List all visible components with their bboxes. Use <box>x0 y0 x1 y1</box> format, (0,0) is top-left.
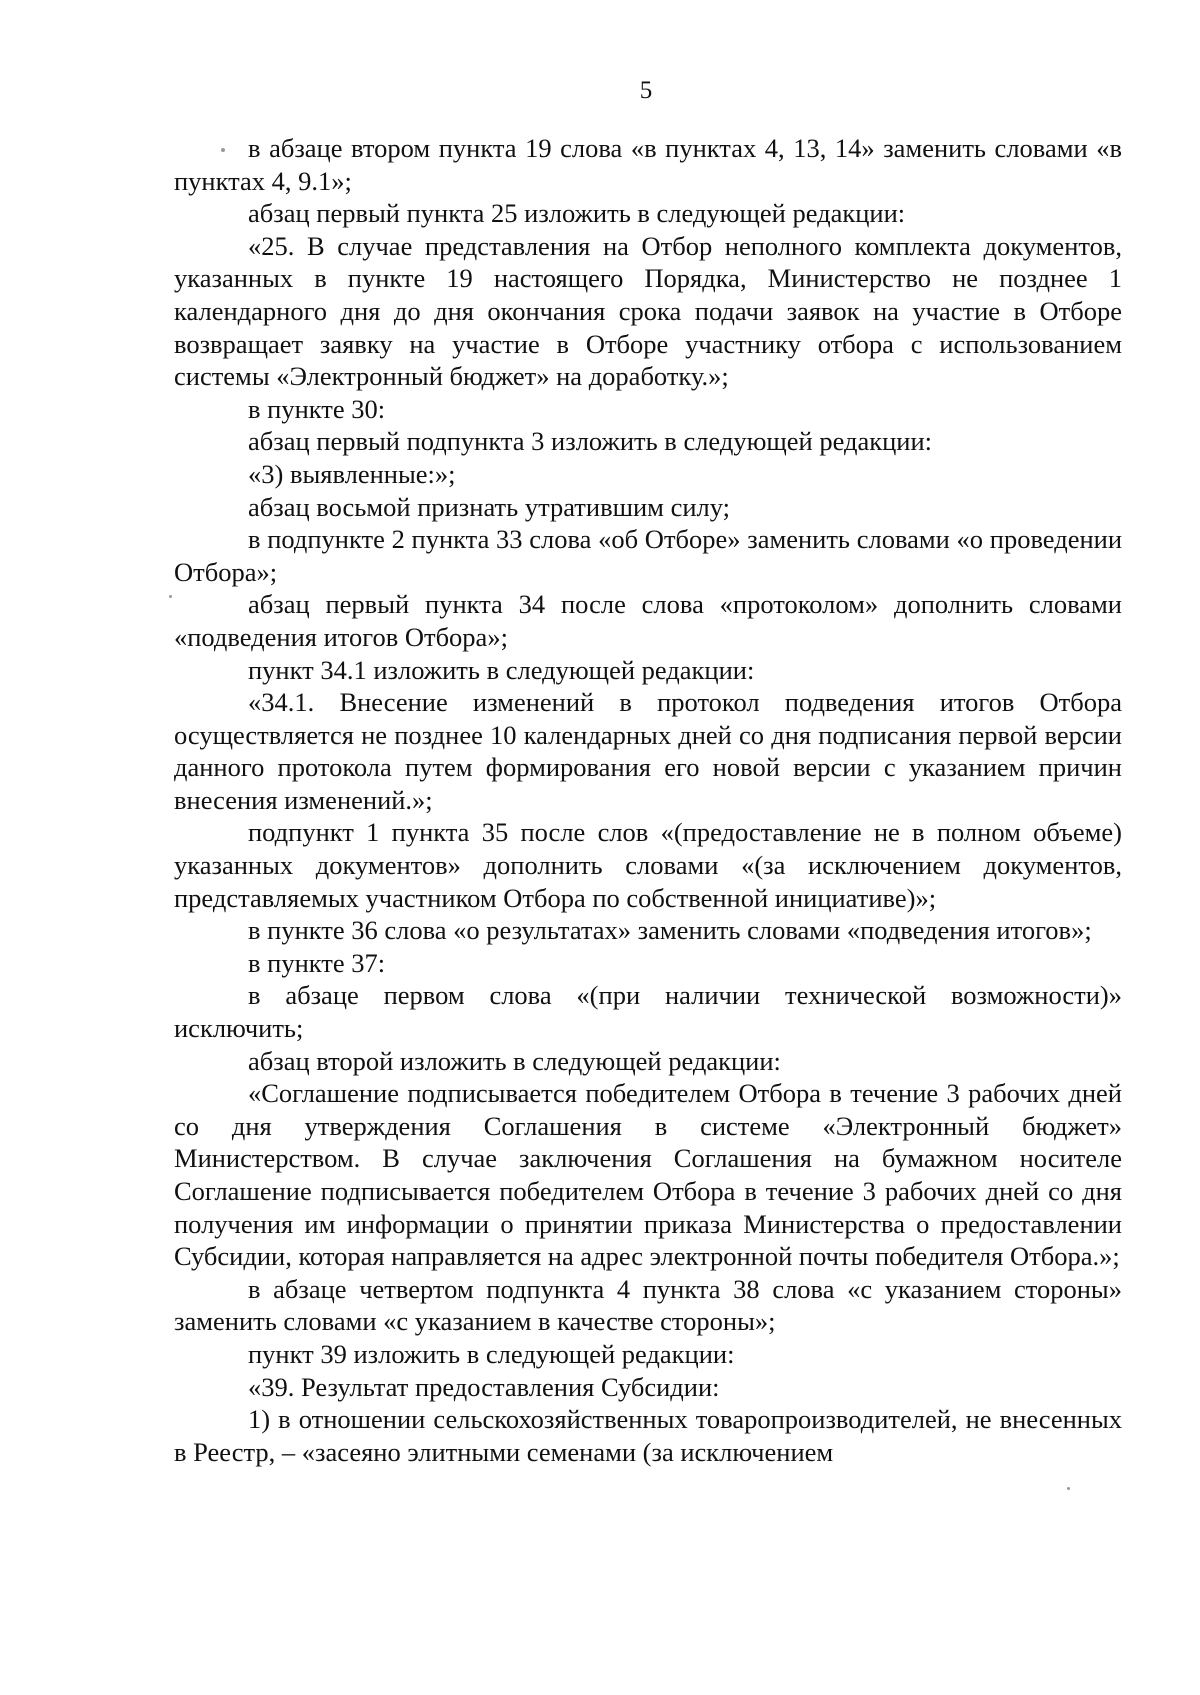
paragraph: подпункт 1 пункта 35 после слов «(предоставление не в полном объеме) указанных документов» дополнить словами «(за исключением документов, представляемых участником Отбора по собственной инициативе)»; <box>174 817 1122 913</box>
paragraph: абзац восьмой признать утратившим силу; <box>248 491 730 522</box>
paragraph: в пункте 36 слова «о результатах» заменить словами «подведения итогов»; <box>248 915 1092 946</box>
paragraph: «25. В случае представления на Отбор неполного комплекта документов, указанных в пункте 19 настоящего Порядка, Министерство не позднее 1 календарного дня до дня окончания срока подачи заявок на участие в Отборе возвращает заявку на участие в Отборе участнику отбора с использованием системы «Электронный бюджет» на доработку.»; <box>174 230 1122 392</box>
paragraph: в абзаце четвертом подпункта 4 пункта 38 слова «с указанием стороны» заменить словами «с указанием в качестве стороны»; <box>174 1273 1122 1337</box>
paragraph: абзац первый подпункта 3 изложить в следующей редакции: <box>248 426 933 457</box>
paragraph: «3) выявленные:»; <box>248 458 456 489</box>
paragraph: в абзаце первом слова «(при наличии технической возможности)» исключить; <box>174 980 1122 1044</box>
scan-speck <box>221 148 225 152</box>
paragraph: 1) в отношении сельскохозяйственных товаропроизводителей, не внесенных в Реестр, – «засеяно элитными семенами (за исключением <box>174 1404 1122 1467</box>
paragraph: «39. Результат предоставления Субсидии: <box>248 1371 720 1402</box>
page-number: 5 <box>639 77 653 104</box>
paragraph: в пункте 37: <box>248 947 386 978</box>
paragraph: в абзаце втором пункта 19 слова «в пунктах 4, 13, 14» заменить словами «в пунктах 4, 9.1»; <box>174 133 1122 196</box>
scan-speck <box>1067 1487 1070 1490</box>
paragraph: пункт 39 изложить в следующей редакции: <box>248 1338 735 1369</box>
paragraph: «34.1. Внесение изменений в протокол подведения итогов Отбора осуществляется не позднее 10 календарных дней со дня подписания первой версии данного протокола путем формирования его новой версии с указанием причин внесения изменений.»; <box>174 687 1122 815</box>
paragraph: пункт 34.1 изложить в следующей редакции: <box>248 654 755 685</box>
document-body <box>174 132 1122 1468</box>
paragraph: абзац первый пункта 25 изложить в следующей редакции: <box>248 198 906 229</box>
paragraph: в подпункте 2 пункта 33 слова «об Отборе» заменить словами «о проведении Отбора»; <box>174 524 1122 587</box>
scan-speck <box>169 595 172 598</box>
paragraph: абзац первый пункта 34 после слова «протоколом» дополнить словами «подведения итогов Отбора»; <box>174 589 1122 652</box>
paragraph: в пункте 30: <box>248 393 386 424</box>
paragraph: «Соглашение подписывается победителем Отбора в течение 3 рабочих дней со дня утверждения Соглашения в системе «Электронный бюджет» Министерством. В случае заключения Соглашения на бумажном носителе Соглашение подписывается победителем Отбора в течение 3 рабочих дней со дня получения им информации о принятии приказа Министерства о предоставлении Субсидии, которая направляется на адрес электронной почты победителя Отбора.»; <box>174 1078 1122 1272</box>
paragraph: абзац второй изложить в следующей редакции: <box>248 1045 781 1076</box>
